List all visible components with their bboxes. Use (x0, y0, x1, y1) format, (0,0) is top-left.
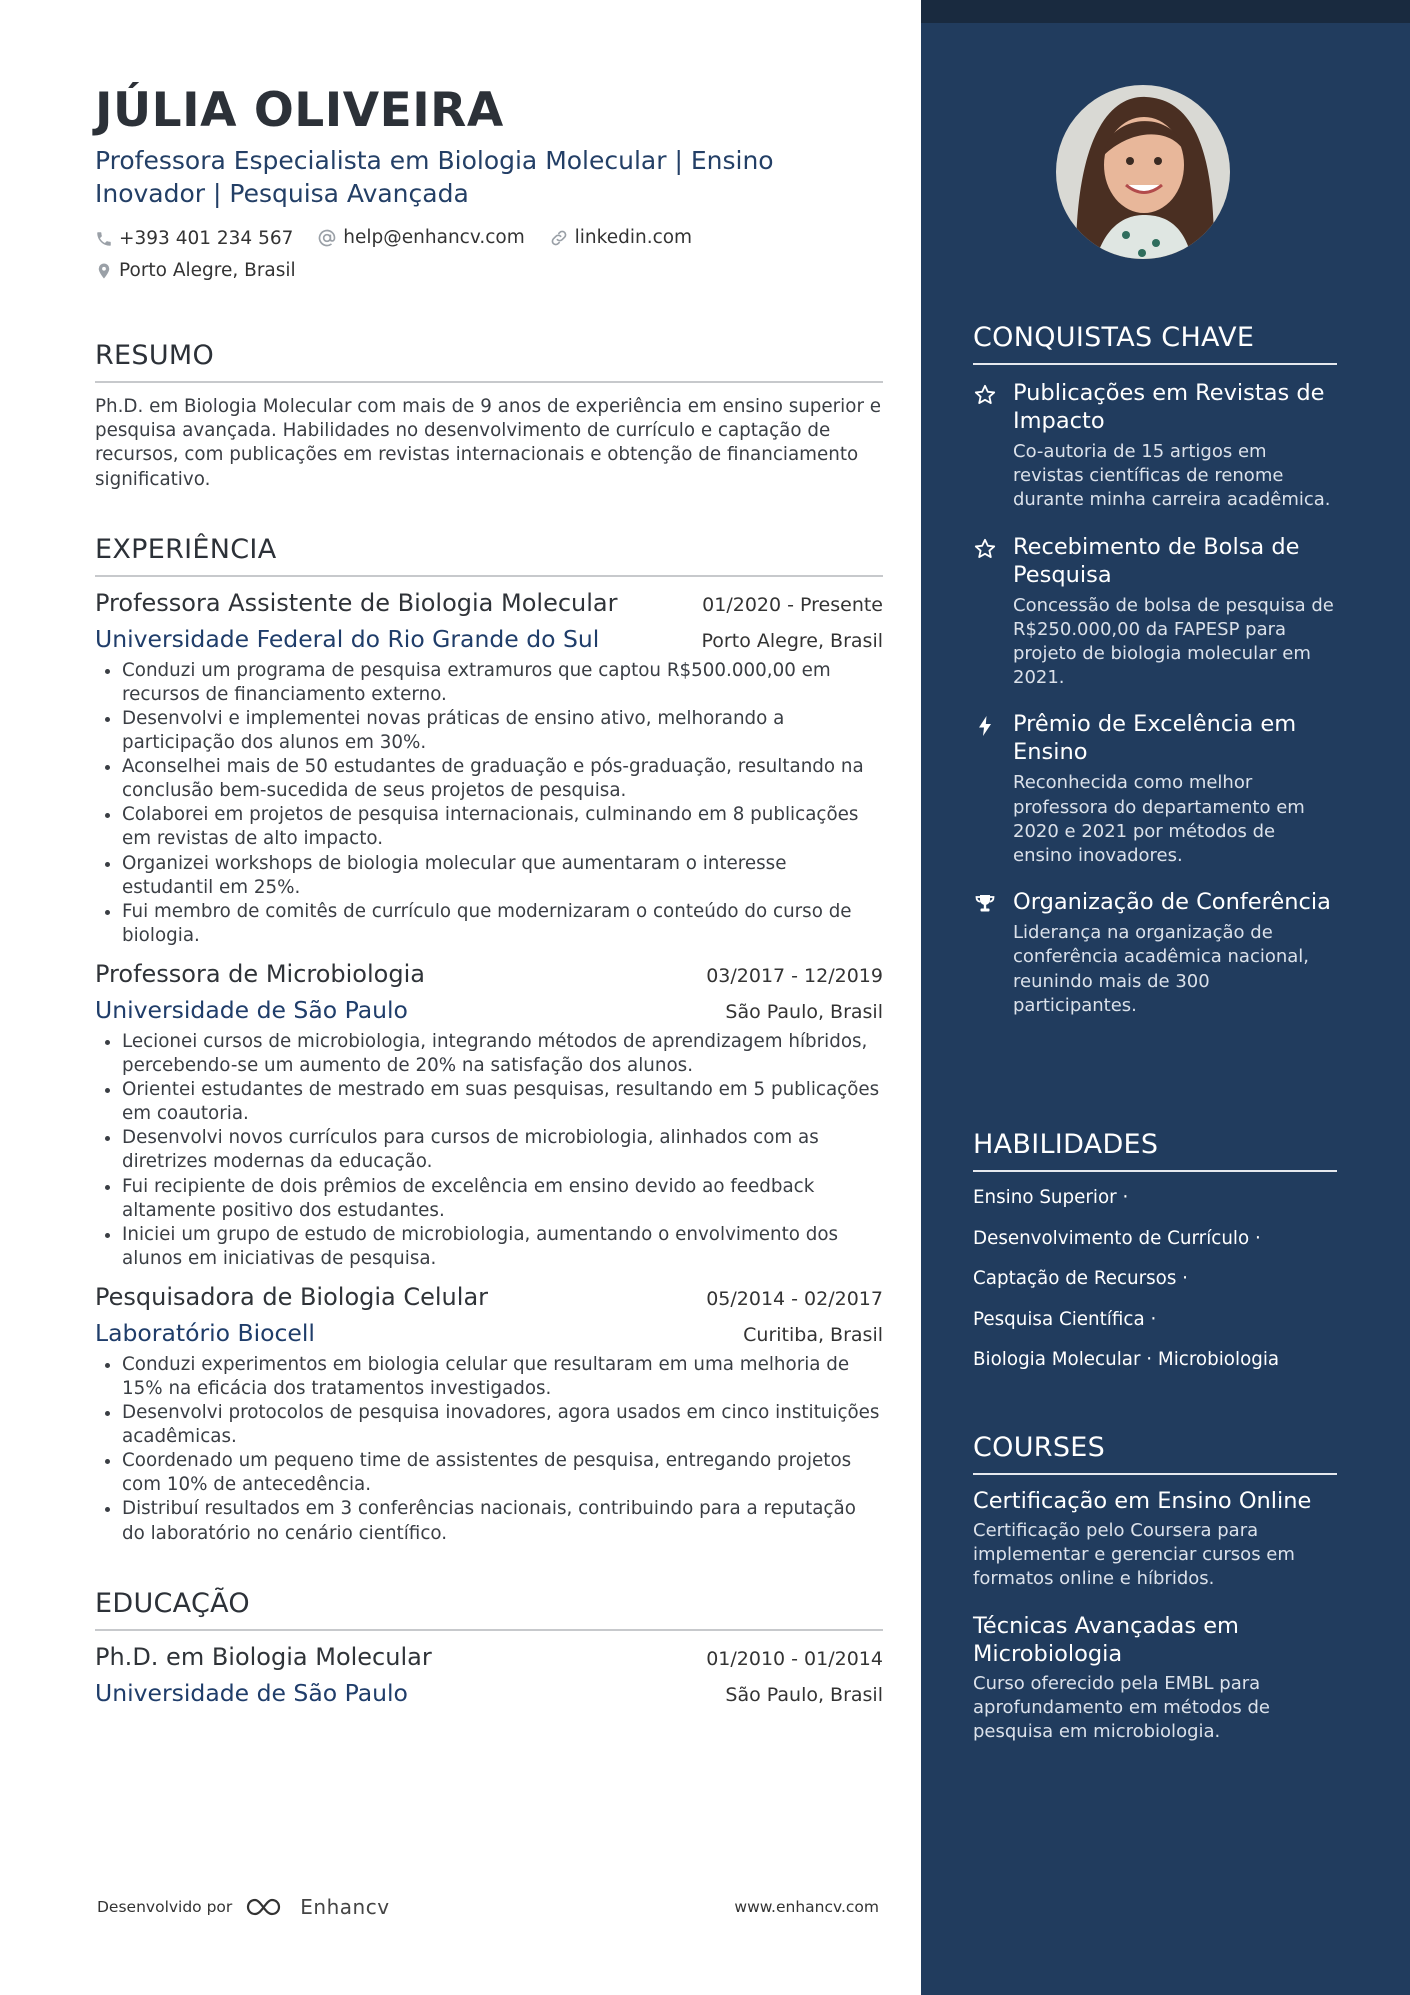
school-location: São Paulo, Brasil (725, 1683, 883, 1706)
footer (97, 1895, 879, 1919)
job-bullet: • Desenvolvi novos currículos para cursos de microbiologia, alinhados com as diretrizes modernas da educação. (122, 1126, 883, 1174)
section-divider (95, 1629, 883, 1631)
job-bullet: • Conduzi um programa de pesquisa extramuros que captou R$500.000,00 em recursos de financiamento externo. (122, 659, 883, 707)
job-title: Pesquisadora de Biologia Celular (95, 1282, 489, 1311)
experience-title: EXPERIÊNCIA (95, 533, 277, 565)
sidebar-top-band (921, 0, 1410, 23)
job-bullet: • Colaborei em projetos de pesquisa internacionais, culminando em 8 publicações em revistas de alto impacto. (122, 803, 883, 851)
achievement-desc: Reconhecida como melhor professora do departamento em 2020 e 2021 por métodos de ensino inovadores. (1013, 772, 1305, 867)
course-title: Técnicas Avançadas em Microbiologia (973, 1612, 1239, 1667)
achievement-item (973, 888, 1337, 1018)
enhancv-logo-icon (244, 1895, 292, 1919)
candidate-tagline: Professora Especialista em Biologia Molecular | Ensino Inovador | Pesquisa Avançada (95, 146, 774, 208)
enhancv-brand: Enhancv (300, 1895, 390, 1919)
job-bullet: • Fui membro de comitês de currículo que modernizaram o conteúdo do curso de biologia. (122, 900, 883, 948)
job-org-row (95, 625, 883, 653)
job-date: 03/2017 - 12/2019 (706, 964, 883, 987)
skills-section (973, 1129, 1337, 1381)
skill-item: Pesquisa Científica · (973, 1308, 1157, 1330)
linkedin-text: linkedin.com (574, 227, 693, 248)
job-title: Professora Assistente de Biologia Molecular (95, 588, 618, 617)
job-bullet: • Orientei estudantes de mestrado em suas pesquisas, resultando em 5 publicações em coautoria. (122, 1078, 883, 1126)
school-name: Universidade de São Paulo (95, 1678, 408, 1707)
job-bullet: • Distribuí resultados em 3 conferências nacionais, contribuindo para a reputação do laboratório no cenário científico. (122, 1497, 883, 1545)
job-bullet: • Desenvolvi protocolos de pesquisa inovadores, agora usados em cinco instituições acadêmicas. (122, 1401, 883, 1449)
achievement-desc: Concessão de bolsa de pesquisa de R$250.000,00 da FAPESP para projeto de biologia molecular em 2021. (1013, 594, 1334, 689)
job-entry (95, 1283, 883, 1546)
job-header (95, 589, 883, 617)
at-icon (317, 228, 337, 248)
course-desc: Curso oferecido pela EMBL para aprofundamento em métodos de pesquisa em microbiologia. (973, 1672, 1270, 1743)
section-divider (973, 1473, 1337, 1475)
contact-linkedin[interactable] (549, 224, 692, 252)
achievement-title: Publicações em Revistas de Impacto (1013, 380, 1325, 434)
course-title: Certificação em Ensino Online (973, 1488, 1312, 1514)
job-bullet: • Aconselhei mais de 50 estudantes de graduação e pós-graduação, resultando na conclusão bem-sucedida de seus projetos de pesquisa. (122, 755, 883, 803)
job-title: Professora de Microbiologia (95, 959, 425, 988)
achievement-icon-wrap (973, 379, 1013, 513)
sidebar (921, 0, 1410, 1995)
star-icon (973, 537, 997, 561)
lightning-icon (973, 714, 997, 738)
trophy-icon (973, 892, 997, 916)
job-organization: Universidade Federal do Rio Grande do Sul (95, 624, 600, 653)
education-school-row (95, 1679, 883, 1707)
job-org-row (95, 1319, 883, 1347)
job-entry (95, 960, 883, 1271)
job-bullet: • Fui recipiente de dois prêmios de excelência em ensino devido ao feedback altamente positivo dos estudantes. (122, 1175, 883, 1223)
star-icon (973, 383, 997, 407)
section-divider (973, 1170, 1337, 1172)
job-location: Curitiba, Brasil (743, 1323, 883, 1346)
phone-icon (95, 230, 113, 248)
main-column (95, 80, 883, 1707)
skill-item: Captação de Recursos · (973, 1268, 1188, 1289)
job-bullet: • Desenvolvi e implementei novas práticas de ensino ativo, melhorando a participação dos alunos em 30%. (122, 707, 883, 755)
job-organization: Universidade de São Paulo (95, 995, 408, 1024)
job-bullet: • Lecionei cursos de microbiologia, integrando métodos de aprendizagem híbridos, percebendo-se um aumento de 20% na satisfação dos alunos. (122, 1030, 883, 1078)
job-header (95, 960, 883, 988)
course-desc: Certificação pelo Coursera para implementar e gerenciar cursos em formatos online e híbridos. (973, 1520, 1295, 1590)
job-header (95, 1283, 883, 1311)
job-bullets (95, 1353, 883, 1546)
achievements-title: CONQUISTAS CHAVE (973, 322, 1255, 353)
experience-section (95, 534, 883, 1546)
powered-by-text: Desenvolvido por (97, 1898, 233, 1916)
achievement-item (973, 710, 1337, 868)
skill-item: Desenvolvimento de Currículo · (973, 1227, 1261, 1249)
job-bullet: • Coordenado um pequeno time de assistentes de pesquisa, entregando projetos com 10% de antecedência. (122, 1449, 883, 1497)
achievement-item (973, 379, 1337, 513)
avatar (1056, 85, 1230, 259)
summary-text: Ph.D. em Biologia Molecular com mais de 9 anos de experiência em ensino superior e pesquisa avançada. Habilidades no desenvolvimento de currículo e captação de recursos, com publicações em revistas internacionais e obtenção de financiamento significativo. (95, 396, 882, 490)
achievement-title: Organização de Conferência (1013, 889, 1331, 916)
job-bullet: • Conduzi experimentos em biologia celular que resultaram em uma melhoria de 15% na eficácia dos tratamentos investigados. (122, 1353, 883, 1401)
contact-phone[interactable] (95, 225, 293, 253)
job-bullets (95, 659, 883, 948)
achievement-icon-wrap (973, 888, 1013, 1018)
job-bullet: • Iniciei um grupo de estudo de microbiologia, aumentando o envolvimento dos alunos em iniciativas de pesquisa. (122, 1223, 883, 1271)
achievement-title: Recebimento de Bolsa de Pesquisa (1013, 533, 1300, 588)
contact-email[interactable] (317, 224, 524, 252)
achievement-body (1013, 888, 1337, 1018)
course-item (973, 1612, 1337, 1745)
education-date: 01/2010 - 01/2014 (706, 1647, 883, 1670)
footer-website[interactable]: www.enhancv.com (734, 1898, 879, 1916)
location-text: Porto Alegre, Brasil (119, 260, 296, 281)
education-entry (95, 1643, 883, 1707)
link-icon (549, 228, 569, 248)
phone-text: +393 401 234 567 (119, 228, 294, 249)
skills-list (973, 1178, 1337, 1381)
skill-item: Ensino Superior · (973, 1187, 1129, 1208)
degree-title: Ph.D. em Biologia Molecular (95, 1642, 432, 1671)
achievement-icon-wrap (973, 710, 1013, 868)
courses-title: COURSES (973, 1432, 1106, 1463)
summary-title: RESUMO (95, 340, 215, 371)
job-bullets (95, 1030, 883, 1271)
location-pin-icon (95, 261, 113, 281)
section-divider (95, 575, 883, 577)
candidate-name: JÚLIA OLIVEIRA (95, 83, 504, 138)
achievement-body (1013, 379, 1337, 513)
achievement-desc: Liderança na organização de conferência acadêmica nacional, reunindo mais de 300 participantes. (1013, 922, 1310, 1016)
job-bullet: • Organizei workshops de biologia molecular que aumentaram o interesse estudantil em 25%. (122, 852, 883, 900)
achievement-icon-wrap (973, 533, 1013, 691)
skill-item: Biologia Molecular · Microbiologia (973, 1349, 1280, 1370)
achievement-desc: Co-autoria de 15 artigos em revistas científicas de renome durante minha carreira acadêmica. (1013, 441, 1331, 511)
education-title: EDUCAÇÃO (95, 1587, 250, 1619)
contact-info (95, 224, 883, 290)
section-divider (95, 381, 883, 383)
job-org-row (95, 996, 883, 1024)
education-header (95, 1643, 883, 1671)
contact-location (95, 257, 296, 285)
course-item (973, 1487, 1337, 1592)
job-date: 05/2014 - 02/2017 (706, 1287, 883, 1310)
education-section (95, 1588, 883, 1707)
email-text: help@enhancv.com (343, 227, 525, 248)
profile-photo-icon (1056, 85, 1230, 259)
achievement-item (973, 533, 1337, 691)
job-organization: Laboratório Biocell (95, 1318, 315, 1347)
job-entry (95, 589, 883, 948)
courses-section (973, 1432, 1337, 1744)
achievement-body (1013, 710, 1337, 868)
job-date: 01/2020 - Presente (702, 593, 883, 616)
summary-section (95, 340, 883, 492)
job-location: Porto Alegre, Brasil (701, 629, 883, 652)
section-divider (973, 363, 1337, 365)
achievements-section (973, 322, 1337, 1018)
skills-title: HABILIDADES (973, 1129, 1159, 1160)
footer-branding (97, 1895, 390, 1919)
achievement-title: Prêmio de Excelência em Ensino (1013, 711, 1297, 766)
achievement-body (1013, 533, 1337, 691)
job-location: São Paulo, Brasil (725, 1000, 883, 1023)
